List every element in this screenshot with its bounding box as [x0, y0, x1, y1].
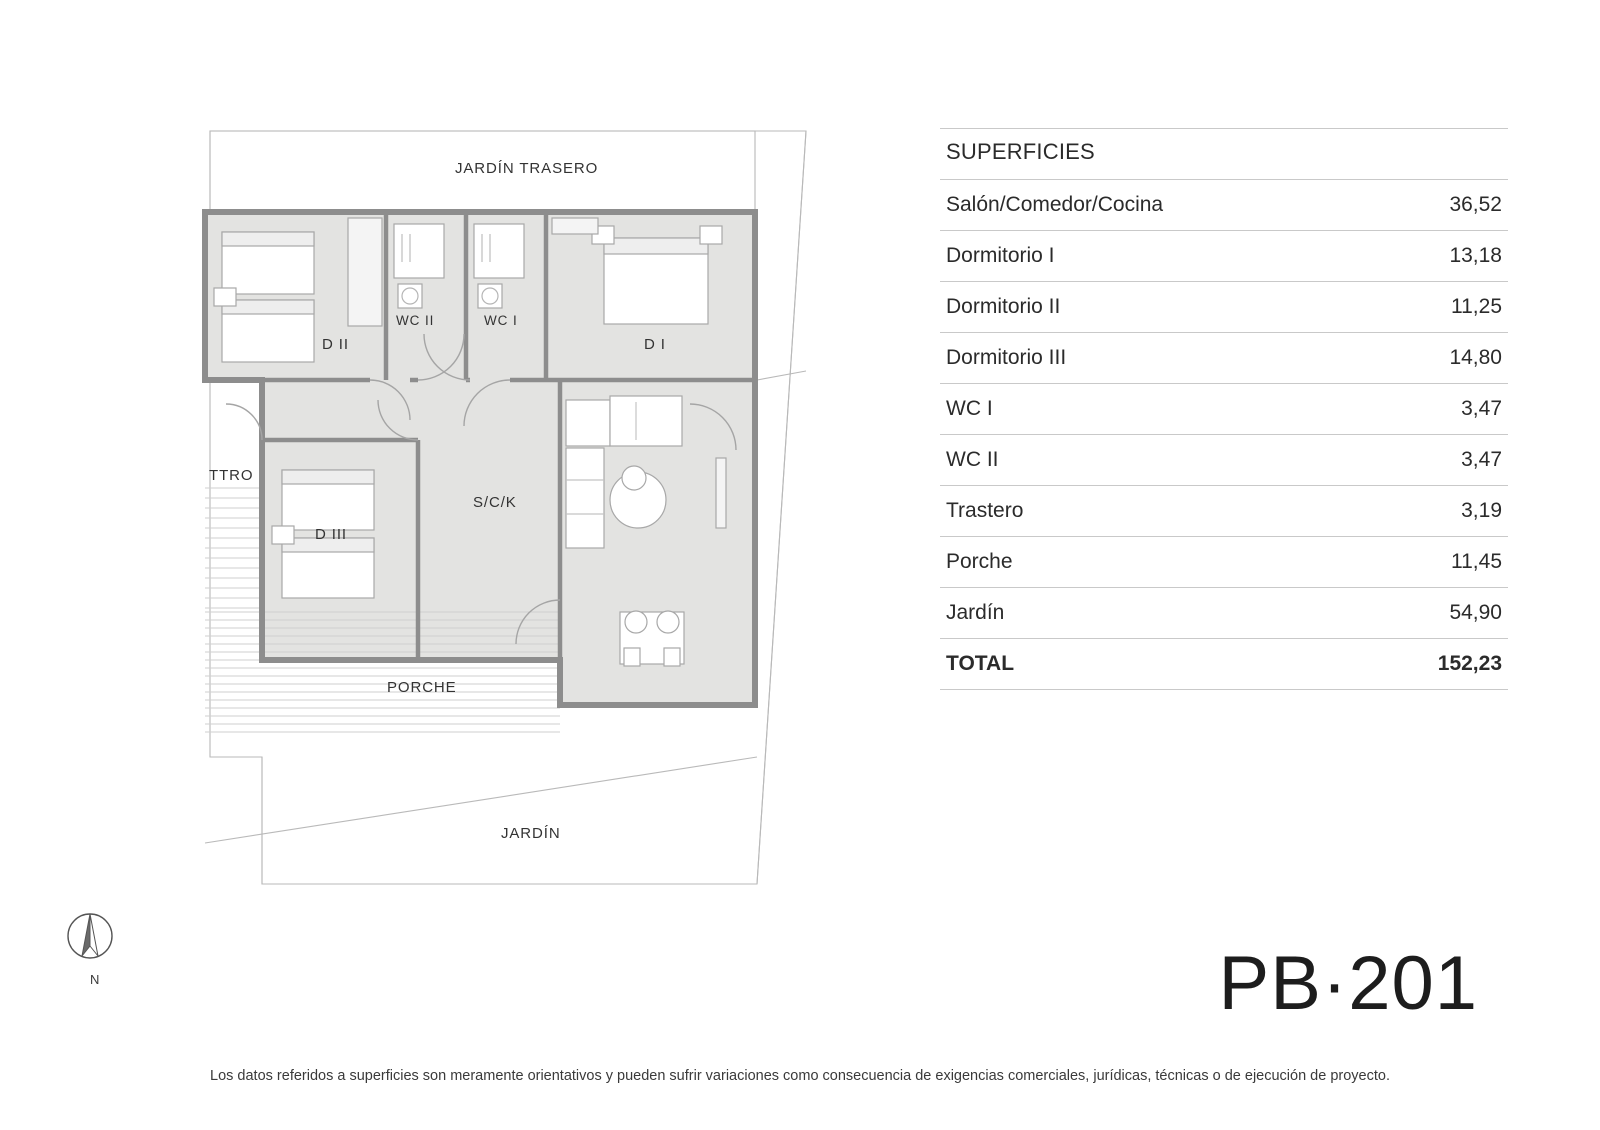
storage-hatching [205, 488, 262, 608]
room-label-dormitorio-1: D I [644, 336, 666, 353]
surface-value: 11,45 [1451, 550, 1502, 573]
room-label-dormitorio-3: D III [315, 526, 348, 543]
table-row [940, 333, 1508, 384]
surface-name: Porche [946, 550, 1013, 573]
surface-value: 13,18 [1449, 244, 1502, 267]
compass-icon [62, 910, 126, 980]
surface-value: 14,80 [1449, 346, 1502, 369]
table-row [940, 435, 1508, 486]
surface-name: WC I [946, 397, 993, 420]
surface-value: 3,47 [1461, 448, 1502, 471]
compass-rose [62, 910, 126, 1000]
plan-code: PB·201 [1218, 941, 1478, 1026]
table-row [940, 282, 1508, 333]
disclaimer-text: Los datos referidos a superficies son meramente orientativos y pueden sufrir variaciones como consecuencia de exigencias comerciales, jurídicas, técnicas o de ejecución de proyecto. [210, 1068, 1390, 1084]
room-label-salon-comedor-cocina: S/C/K [473, 494, 517, 511]
table-row [940, 486, 1508, 537]
surface-name: Trastero [946, 499, 1024, 522]
room-label-wc-1: WC I [484, 313, 518, 328]
compass-north-label: N [90, 972, 100, 987]
surface-value: 3,19 [1461, 499, 1502, 522]
room-label-jardin-trasero: JARDÍN TRASERO [455, 160, 599, 177]
floor-plan [0, 0, 900, 1000]
table-row [940, 180, 1508, 231]
surface-value: 36,52 [1449, 193, 1502, 216]
room-label-dormitorio-2: D II [322, 336, 349, 353]
table-row [940, 231, 1508, 282]
total-label: TOTAL [946, 652, 1015, 675]
front-garden-boundary [262, 757, 757, 884]
surface-name: Salón/Comedor/Cocina [946, 193, 1164, 216]
surface-name: Jardín [946, 601, 1005, 624]
floor-plan-drawing [0, 0, 900, 1000]
surface-value: 3,47 [1461, 397, 1502, 420]
total-value: 152,23 [1437, 652, 1502, 675]
surfaces-title: SUPERFICIES [940, 129, 1508, 180]
table-row [940, 384, 1508, 435]
room-label-porche: PORCHE [387, 679, 457, 696]
room-label-trastero: TTRO [209, 467, 254, 484]
surface-name: Dormitorio I [946, 244, 1055, 267]
surface-value: 54,90 [1449, 601, 1502, 624]
room-label-jardin: JARDÍN [501, 825, 561, 842]
table-row-total [940, 639, 1508, 690]
surfaces-table [940, 128, 1508, 690]
surface-name: Dormitorio II [946, 295, 1061, 318]
surface-value: 11,25 [1451, 295, 1502, 318]
table-row [940, 537, 1508, 588]
surface-name: Dormitorio III [946, 346, 1067, 369]
room-label-wc-2: WC II [396, 313, 435, 328]
table-row [940, 588, 1508, 639]
surface-name: WC II [946, 448, 999, 471]
